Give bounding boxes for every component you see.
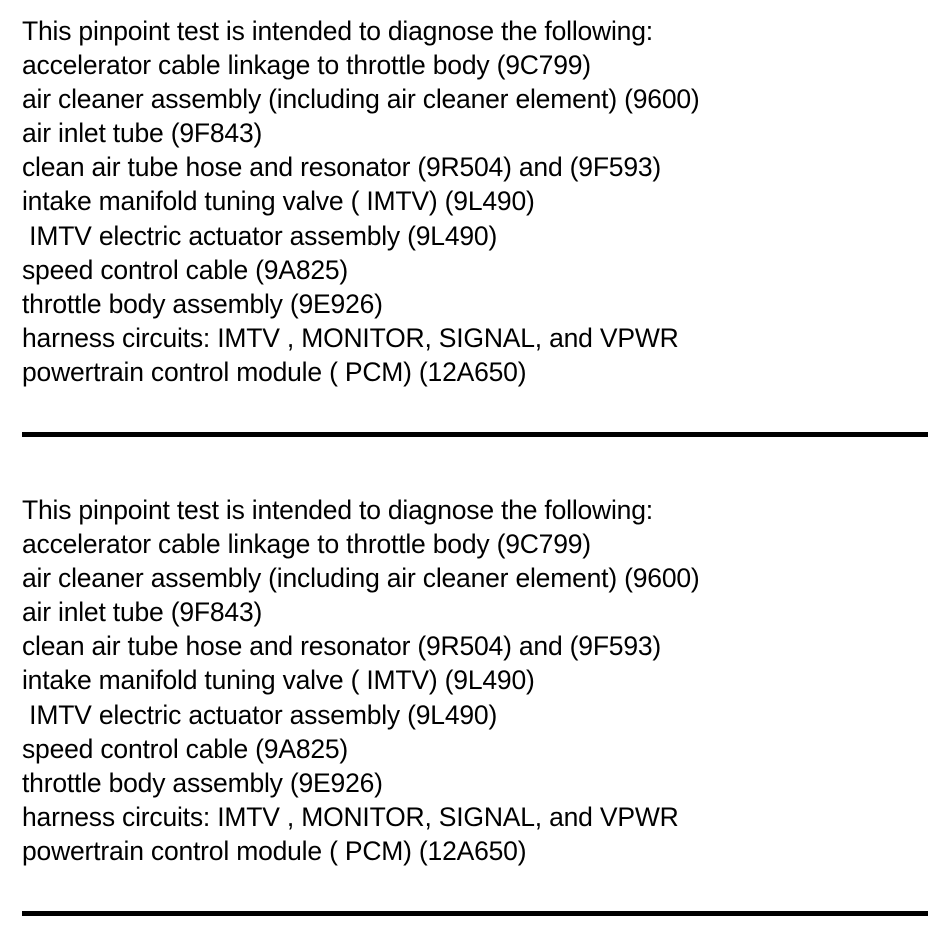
component-list-item: harness circuits: IMTV , MONITOR, SIGNAL, and VPWR [22, 801, 679, 832]
component-list-item: harness circuits: IMTV , MONITOR, SIGNAL, and VPWR [22, 322, 679, 353]
diagnosis-section-1 [22, 14, 928, 389]
component-list-item: air cleaner assembly (including air cleaner element) (9600) [22, 563, 700, 594]
component-list-item: speed control cable (9A825) [22, 733, 349, 764]
component-list-item: air inlet tube (9F843) [22, 118, 263, 149]
component-list-item: clean air tube hose and resonator (9R504) and (9F593) [22, 152, 662, 183]
component-list-item: powertrain control module ( PCM) (12A650) [22, 356, 527, 387]
section-divider [22, 432, 928, 437]
component-list-item: clean air tube hose and resonator (9R504) and (9F593) [22, 631, 662, 662]
component-list-item: accelerator cable linkage to throttle body (9C799) [22, 529, 591, 560]
component-list-item: intake manifold tuning valve ( IMTV) (9L490) [22, 665, 535, 696]
component-list-item: IMTV electric actuator assembly (9L490) [22, 699, 498, 730]
section-intro-text: This pinpoint test is intended to diagnose the following: [22, 495, 653, 525]
component-list-item: throttle body assembly (9E926) [22, 288, 383, 319]
component-list-item: air inlet tube (9F843) [22, 597, 263, 628]
component-list-item: speed control cable (9A825) [22, 254, 349, 285]
component-list-item: air cleaner assembly (including air cleaner element) (9600) [22, 84, 700, 115]
component-list-item: throttle body assembly (9E926) [22, 767, 383, 798]
component-list-item: accelerator cable linkage to throttle body (9C799) [22, 50, 591, 81]
section-intro-text: This pinpoint test is intended to diagnose the following: [22, 16, 653, 46]
component-list-item: intake manifold tuning valve ( IMTV) (9L490) [22, 186, 535, 217]
diagnosis-section-2 [22, 493, 928, 868]
section-divider [22, 911, 928, 916]
component-list-item: powertrain control module ( PCM) (12A650) [22, 835, 527, 866]
component-list-item: IMTV electric actuator assembly (9L490) [22, 220, 498, 251]
